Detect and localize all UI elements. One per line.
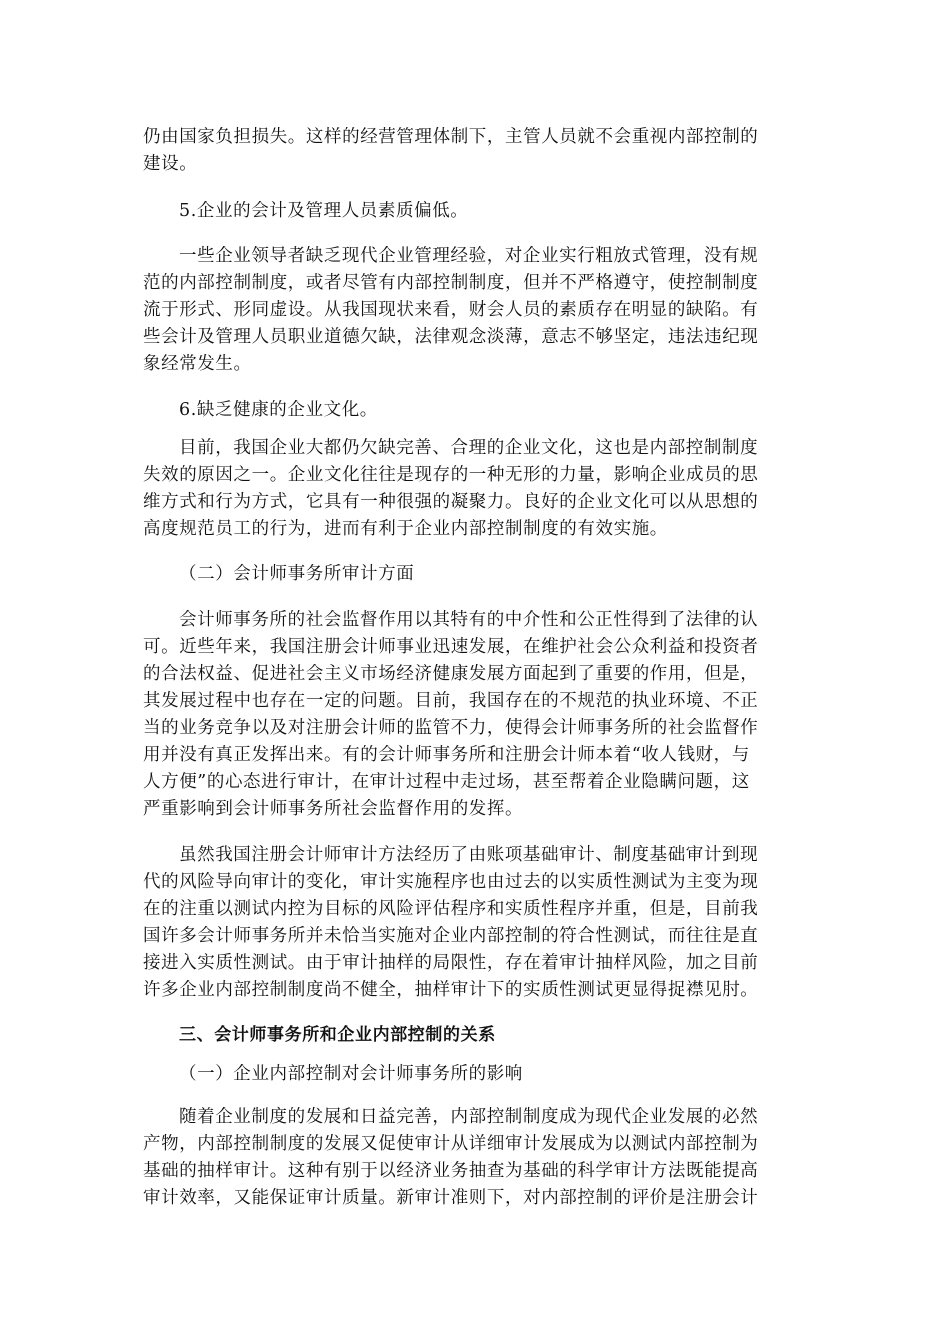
text-line: 可。近些年来，我国注册会计师事业迅速发展，在维护社会公众利益和投资者 bbox=[143, 637, 759, 657]
text-line: 用并没有真正发挥出来。有的会计师事务所和注册会计师本着“收人钱财，与 bbox=[143, 745, 750, 765]
text-line: 接进入实质性测试。由于审计抽样的局限性，存在着审计抽样风险，加之目前 bbox=[143, 953, 759, 973]
subheading-internal-control-impact bbox=[143, 1061, 803, 1088]
text-line: 象经常发生。 bbox=[143, 354, 252, 374]
section-heading-3 bbox=[143, 1022, 803, 1049]
text-line: 建设。 bbox=[143, 154, 198, 174]
text-line: 些会计及管理人员职业道德欠缺，法律观念淡薄，意志不够坚定，违法违纪现 bbox=[143, 327, 759, 347]
text-line: 维方式和行为方式，它具有一种很强的凝聚力。良好的企业文化可以从思想的 bbox=[143, 492, 759, 512]
paragraph-internal-control-development bbox=[143, 1104, 803, 1212]
text-line: 流于形式、形同虚设。从我国现状来看，财会人员的素质存在明显的缺陷。有 bbox=[143, 300, 759, 320]
text-line: （二）会计师事务所审计方面 bbox=[179, 564, 415, 584]
text-line: 虽然我国注册会计师审计方法经历了由账项基础审计、制度基础审计到现 bbox=[179, 845, 759, 865]
text-line: 的合法权益、促进社会主义市场经济健康发展方面起到了重要的作用，但是， bbox=[143, 664, 759, 684]
text-line: 代的风险导向审计的变化，审计实施程序也由过去的以实质性测试为主变为现 bbox=[143, 872, 759, 892]
text-line: 5.企业的会计及管理人员素质偏低。 bbox=[179, 201, 469, 221]
text-line: 会计师事务所的社会监督作用以其特有的中介性和公正性得到了法律的认 bbox=[179, 610, 759, 630]
subheading-6 bbox=[143, 397, 803, 424]
paragraph-corporate-culture bbox=[143, 435, 803, 543]
text-line: 人方便”的心态进行审计，在审计过程中走过场，甚至帮着企业隐瞒问题，这 bbox=[143, 772, 750, 792]
paragraph-management-quality bbox=[143, 243, 803, 378]
paragraph-continuation bbox=[143, 124, 803, 178]
text-line: 当的业务竞争以及对注册会计师的监管不力，使得会计师事务所的社会监督作 bbox=[143, 718, 759, 738]
text-line: 审计效率，又能保证审计质量。新审计准则下，对内部控制的评价是注册会计 bbox=[143, 1188, 759, 1208]
text-line: 三、会计师事务所和企业内部控制的关系 bbox=[179, 1025, 496, 1045]
text-line: 失效的原因之一。企业文化往往是现存的一种无形的力量，影响企业成员的思 bbox=[143, 465, 759, 485]
text-line: 仍由国家负担损失。这样的经营管理体制下，主管人员就不会重视内部控制的 bbox=[143, 127, 759, 147]
text-line: 随着企业制度的发展和日益完善，内部控制制度成为现代企业发展的必然 bbox=[179, 1107, 759, 1127]
text-line: 国许多会计师事务所并未恰当实施对企业内部控制的符合性测试，而往往是直 bbox=[143, 926, 759, 946]
subheading-audit-firm bbox=[143, 561, 803, 588]
text-line: 其发展过程中也存在一定的问题。目前，我国存在的不规范的执业环境、不正 bbox=[143, 691, 759, 711]
text-line: 一些企业领导者缺乏现代企业管理经验，对企业实行粗放式管理，没有规 bbox=[179, 246, 759, 266]
text-line: （一）企业内部控制对会计师事务所的影响 bbox=[179, 1064, 523, 1084]
text-line: 高度规范员工的行为，进而有利于企业内部控制制度的有效实施。 bbox=[143, 519, 668, 539]
paragraph-audit-supervision bbox=[143, 607, 803, 823]
text-line: 严重影响到会计师事务所社会监督作用的发挥。 bbox=[143, 799, 524, 819]
text-line: 范的内部控制制度，或者尽管有内部控制制度，但并不严格遵守，使控制制度 bbox=[143, 273, 759, 293]
text-line: 6.缺乏健康的企业文化。 bbox=[179, 400, 378, 420]
subheading-5 bbox=[143, 198, 803, 225]
paragraph-audit-methods bbox=[143, 842, 803, 1004]
text-line: 在的注重以测试内控为目标的风险评估程序和实质性程序并重，但是，目前我 bbox=[143, 899, 759, 919]
text-line: 许多企业内部控制制度尚不健全，抽样审计下的实质性测试更显得捉襟见肘。 bbox=[143, 980, 759, 1000]
text-line: 产物，内部控制制度的发展又促使审计从详细审计发展成为以测试内部控制为 bbox=[143, 1134, 759, 1154]
text-line: 目前，我国企业大都仍欠缺完善、合理的企业文化，这也是内部控制制度 bbox=[179, 438, 759, 458]
text-line: 基础的抽样审计。这种有别于以经济业务抽查为基础的科学审计方法既能提高 bbox=[143, 1161, 759, 1181]
